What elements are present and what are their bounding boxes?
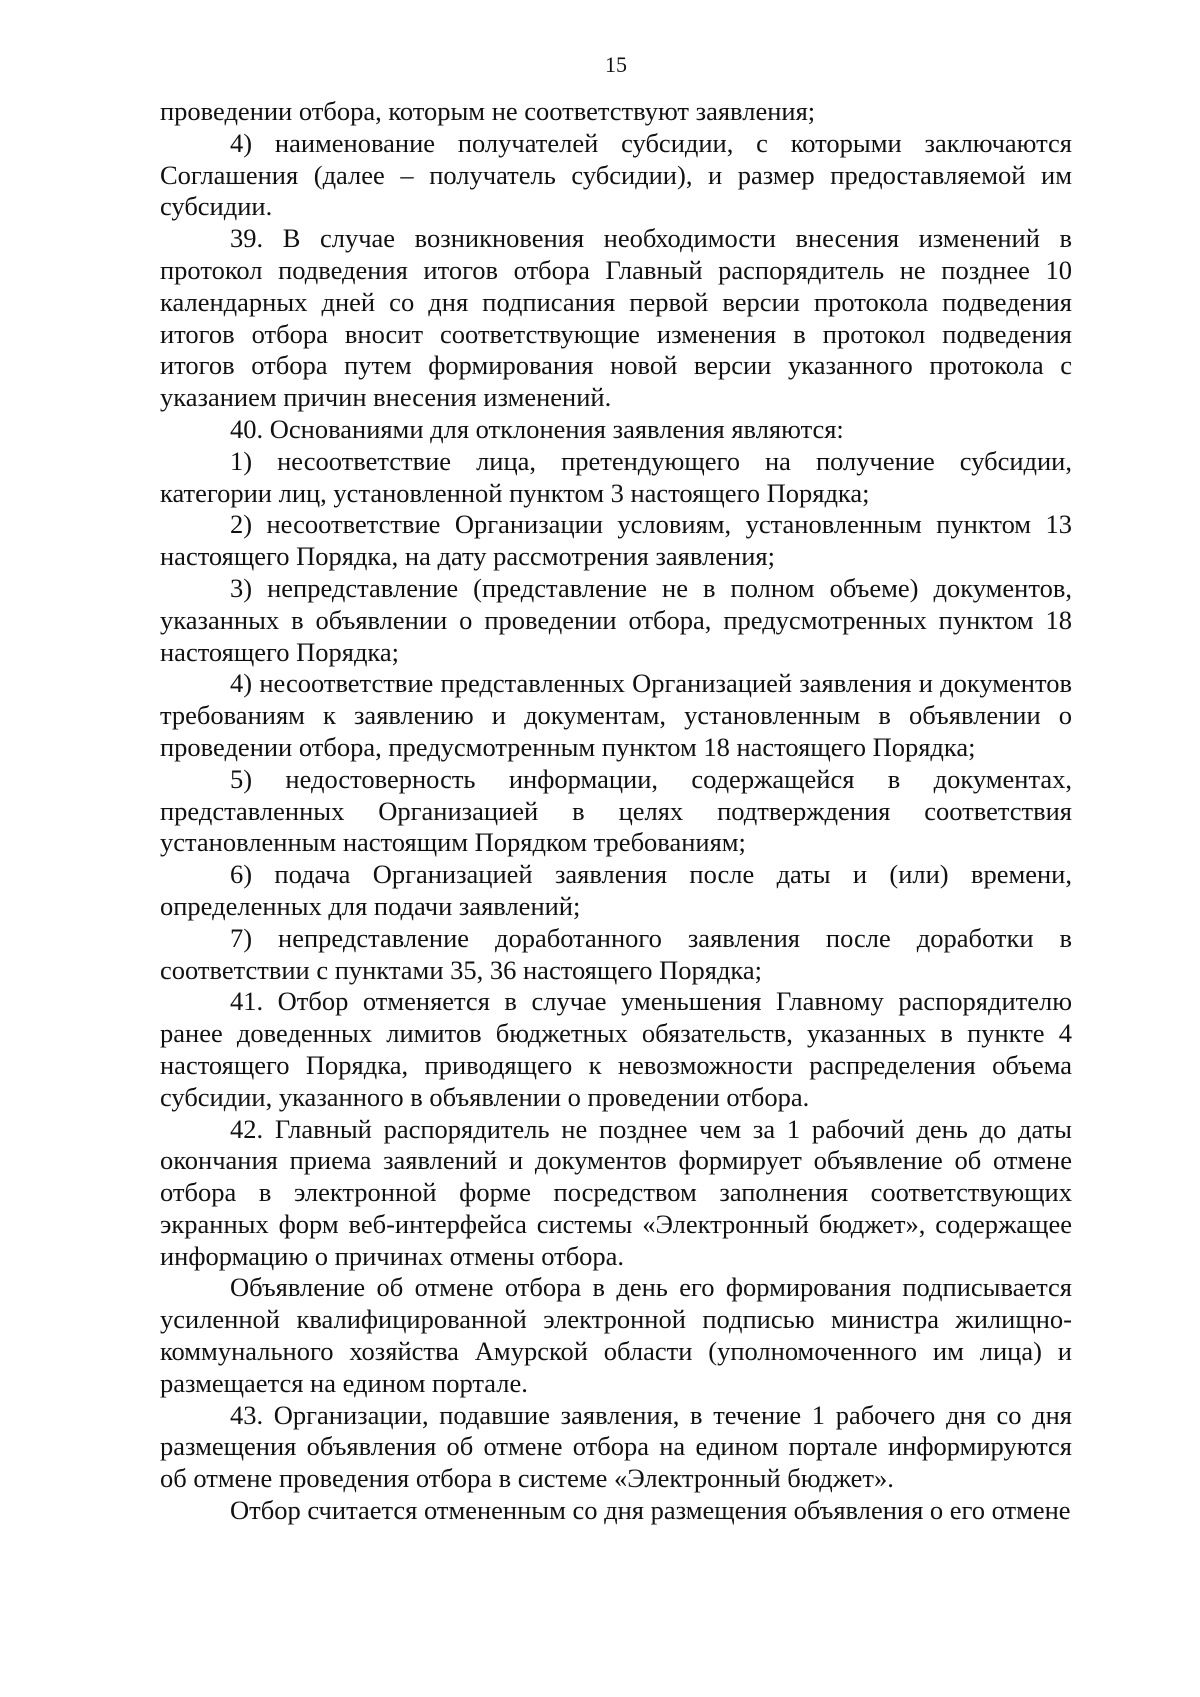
paragraph: 40. Основаниями для отклонения заявления являются: — [230, 413, 844, 444]
document-body — [160, 96, 1072, 1527]
paragraph: 4) несоответствие представленных Организацией заявления и документов требованиям к заявлению и документам, установленным в объявлении о проведении отбора, предусмотренным пунктом 18 настоящего Порядка; — [160, 668, 1072, 762]
paragraph: 2) несоответствие Организации условиям, установленным пунктом 13 настоящего Порядка, на дату рассмотрения заявления; — [160, 509, 1072, 572]
paragraph: Объявление об отмене отбора в день его формирования подписывается усиленной квалифицированной электронной подписью министра жилищно-коммунального хозяйства Амурской области (уполномоченного им лица) и размещается на едином портале. — [160, 1272, 1072, 1398]
paragraph: 3) непредставление (представление не в полном объеме) документов, указанных в объявлении о проведении отбора, предусмотренных пунктом 18 настоящего Порядка; — [160, 572, 1072, 667]
paragraph: 42. Главный распорядитель не позднее чем за 1 рабочий день до даты окончания приема заявлений и документов формирует объявление об отмене отбора в электронной форме посредством заполнения соответствующих экранных форм веб-интерфейса системы «Электронный бюджет», содержащее информацию о причинах отмены отбора. — [160, 1113, 1072, 1271]
paragraph: 5) недостоверность информации, содержащейся в документах, представленных Организацией в целях подтверждения соответствия установленным настоящим Порядком требованиям; — [160, 763, 1072, 858]
paragraph: 7) непредставление доработанного заявления после доработки в соответствии с пунктами 35, 36 настоящего Порядка; — [160, 922, 1072, 985]
paragraph: 43. Организации, подавшие заявления, в течение 1 рабочего дня со дня размещения объявления об отмене отбора на едином портале информируются об отмене проведения отбора в системе «Электронный бюджет». — [160, 1399, 1072, 1494]
paragraph: 4) наименование получателей субсидии, с которыми заключаются Соглашения (далее – получатель субсидии), и размер предоставляемой им субсидии. — [160, 127, 1072, 222]
page-number: 15 — [605, 52, 627, 77]
paragraph: проведении отбора, которым не соответствуют заявления; — [160, 96, 816, 126]
paragraph: Отбор считается отмененным со дня размещения объявления о его отмене — [230, 1495, 1071, 1526]
paragraph: 41. Отбор отменяется в случае уменьшения Главному распорядителю ранее доведенных лимитов бюджетных обязательств, указанных в пункте 4 настоящего Порядка, приводящего к невозможности распределения объема субсидии, указанного в объявлении о проведении отбора. — [160, 986, 1072, 1112]
paragraph: 39. В случае возникновения необходимости внесения изменений в протокол подведения итогов отбора Главный распорядитель не позднее 10 календарных дней со дня подписания первой версии протокола подведения итогов отбора вносит соответствующие изменения в протокол подведения итогов отбора путем формирования новой версии указанного протокола с указанием причин внесения изменений. — [160, 223, 1072, 413]
paragraph: 6) подача Организацией заявления после даты и (или) времени, определенных для подачи заявлений; — [160, 859, 1072, 921]
paragraph: 1) несоответствие лица, претендующего на получение субсидии, категории лиц, установленной пунктом 3 настоящего Порядка; — [160, 445, 1072, 508]
